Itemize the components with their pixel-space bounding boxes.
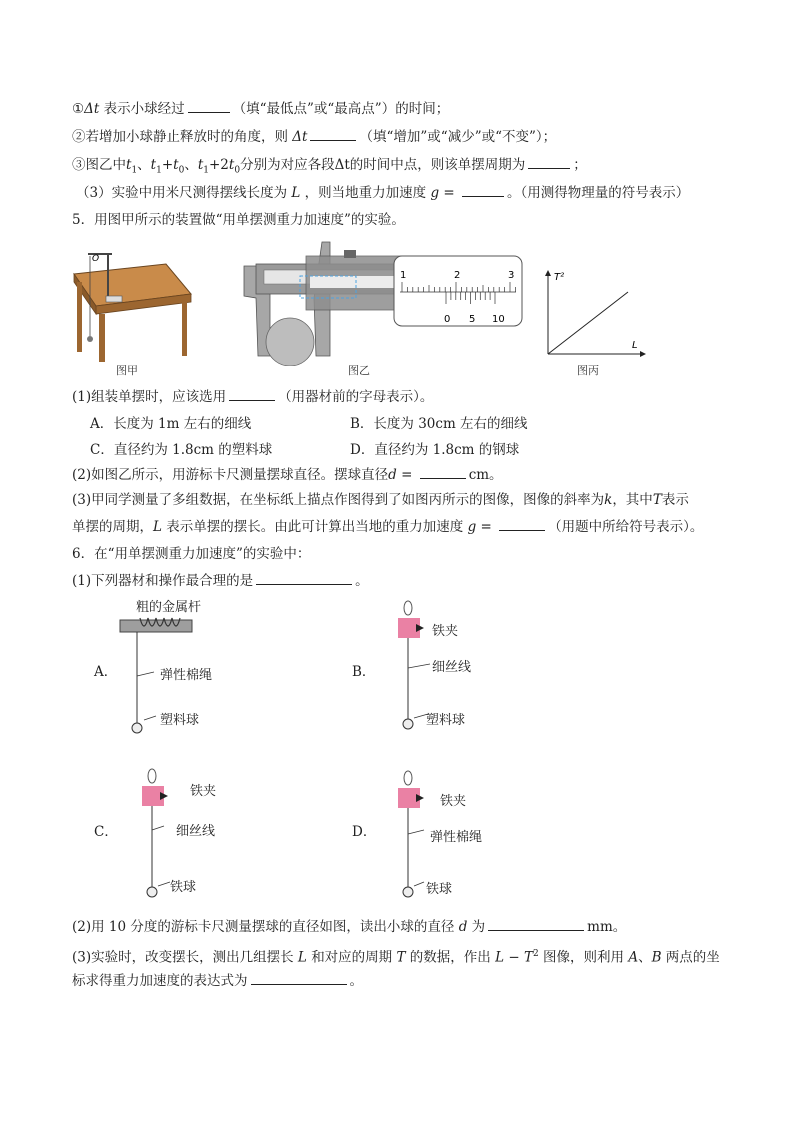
q6-a-top-label: 粗的金属杆 xyxy=(136,600,202,615)
answer-blank[interactable] xyxy=(420,464,466,479)
vernier-scale-label: 5 xyxy=(469,314,476,325)
q6-title: 6．在“用单摆测重力加速度”的实验中： xyxy=(72,546,311,562)
main-scale-label: 2 xyxy=(454,270,461,281)
vernier-scale-label: 0 xyxy=(444,314,451,325)
q6-b-ball-label: 塑料球 xyxy=(426,713,466,728)
main-scale-label: 3 xyxy=(508,270,515,281)
q6-c-mid-label: 细丝线 xyxy=(176,824,216,839)
fig-bing-caption: 图丙 xyxy=(577,364,599,377)
figure-yi-vernier-caliper xyxy=(234,238,534,366)
q6-option-d-letter: D． xyxy=(352,824,377,840)
q4-line-4: （3）实验中用米尺测得摆线长度为 L ，则当地重力加速度 g = 。（用测得物理量的符号表示） xyxy=(76,182,689,203)
answer-blank[interactable] xyxy=(251,970,347,985)
q6-sub3-l2: 标求得重力加速度的表达式为 。 xyxy=(72,970,363,991)
q6-c-top-label: 铁夹 xyxy=(190,784,217,799)
answer-blank[interactable] xyxy=(462,182,504,197)
q6-d-ball-label: 铁球 xyxy=(426,882,453,897)
q6-sub1: (1)下列器材和操作最合理的是 。 xyxy=(72,570,369,591)
answer-blank[interactable] xyxy=(310,126,356,141)
fig-yi-caption: 图乙 xyxy=(348,364,370,377)
option-b: B．长度为 30cm 左右的细线 xyxy=(350,416,528,432)
q6-option-a-letter: A． xyxy=(94,664,118,680)
q4-line-3: ③图乙中$t_1$、$t_1+t_0$、$t_1+2t_0$分别为对应各段Δt的时间中点，则该单摆周期为 ； xyxy=(72,154,587,181)
main-scale-label: 1 xyxy=(400,270,407,281)
answer-blank[interactable] xyxy=(188,98,230,113)
figure-bing-graph xyxy=(536,268,646,360)
figure-jia-pendulum-table xyxy=(66,244,196,364)
q5-title: 5．用图甲所示的装置做“用单摆测重力加速度”的实验。 xyxy=(72,212,405,228)
q6-d-mid-label: 弹性棉绳 xyxy=(430,830,483,845)
option-c: C．直径约为 1.8cm 的塑料球 xyxy=(90,442,273,458)
answer-blank[interactable] xyxy=(499,516,545,531)
answer-blank[interactable] xyxy=(229,386,275,401)
q5-sub3-l1: (3)甲同学测量了多组数据，在坐标纸上描点作图得到了如图丙所示的图像，图像的斜率为k，其中T表示 xyxy=(72,492,689,508)
q6-a-ball-label: 塑料球 xyxy=(160,713,200,728)
q6-b-top-label: 铁夹 xyxy=(432,624,459,639)
answer-blank[interactable] xyxy=(488,916,584,931)
q4-line-1: ①Δt 表示小球经过 （填“最低点”或“最高点”）的时间； xyxy=(72,98,449,119)
option-d: D．直径约为 1.8cm 的钢球 xyxy=(350,442,520,458)
option-a: A．长度为 1m 左右的细线 xyxy=(90,416,252,432)
q6-option-b-letter: B． xyxy=(352,664,376,680)
q6-sub2: (2)用 10 分度的游标卡尺测量摆球的直径如图，读出小球的直径 d 为 mm。 xyxy=(72,916,626,937)
q6-d-top-label: 铁夹 xyxy=(440,794,467,809)
axis-label-T2: T² xyxy=(554,272,565,283)
vernier-scale-label: 10 xyxy=(492,314,505,325)
fig-jia-caption: 图甲 xyxy=(116,364,138,377)
q6-sub3-l1: (3)实验时，改变摆长，测出几组摆长 L 和对应的周期 T 的数据，作出 $L - T^2$ 图像，则利用 A、B 两点的坐 xyxy=(72,949,720,966)
q6-a-mid-label: 弹性棉绳 xyxy=(160,668,213,683)
graph-line xyxy=(548,292,628,354)
answer-blank[interactable] xyxy=(256,570,352,585)
q4-line-2: ②若增加小球静止释放时的角度，则 Δt （填“增加”或“减少”或“不变”）； xyxy=(72,126,556,147)
q5-sub1: (1)组装单摆时，应该选用 （用器材前的字母表示）。 xyxy=(72,386,433,407)
q5-sub2: (2)如图乙所示，用游标卡尺测量摆球直径。摆球直径d = cm。 xyxy=(72,464,503,485)
q6-option-c-letter: C． xyxy=(94,824,118,840)
q6-b-mid-label: 细丝线 xyxy=(432,660,472,675)
svg-text:O: O xyxy=(92,254,100,264)
q5-sub3-l2: 单摆的周期，L 表示单摆的摆长。由此可计算出当地的重力加速度 g = （用题中所给符号表示）。 xyxy=(72,516,703,537)
answer-blank[interactable] xyxy=(528,154,570,169)
axis-label-L: L xyxy=(632,340,638,351)
q6-c-ball-label: 铁球 xyxy=(170,880,197,895)
